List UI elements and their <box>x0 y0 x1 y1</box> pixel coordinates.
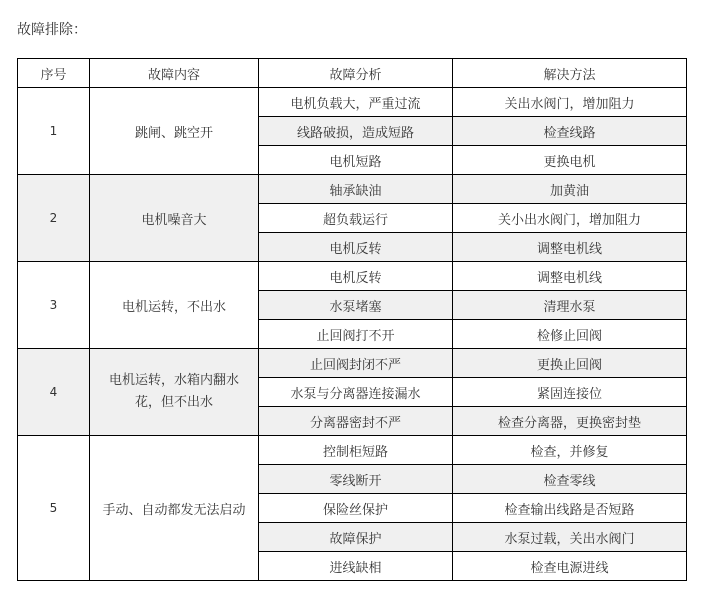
table-row <box>18 262 687 291</box>
header-analysis: 故障分析 <box>259 59 453 88</box>
seq-cell: 3 <box>18 262 90 349</box>
seq-cell: 2 <box>18 175 90 262</box>
fault-content-cell: 手动、自动都发无法启动 <box>90 436 259 581</box>
seq-cell: 1 <box>18 88 90 175</box>
solution-cell: 检修止回阀 <box>453 320 687 349</box>
seq-cell: 5 <box>18 436 90 581</box>
analysis-cell: 电机负载大，严重过流 <box>259 88 453 117</box>
fault-content-cell: 跳闸、跳空开 <box>90 88 259 175</box>
analysis-cell: 故障保护 <box>259 523 453 552</box>
table-row <box>18 88 687 117</box>
troubleshooting-table <box>17 58 687 581</box>
solution-cell: 调整电机线 <box>453 233 687 262</box>
solution-cell: 更换止回阀 <box>453 349 687 378</box>
analysis-cell: 超负载运行 <box>259 204 453 233</box>
analysis-cell: 止回阀封闭不严 <box>259 349 453 378</box>
analysis-cell: 轴承缺油 <box>259 175 453 204</box>
section-heading: 故障排除： <box>17 22 87 38</box>
analysis-cell: 保险丝保护 <box>259 494 453 523</box>
table-row <box>18 175 687 204</box>
solution-cell: 加黄油 <box>453 175 687 204</box>
solution-cell: 检查零线 <box>453 465 687 494</box>
solution-cell: 水泵过载，关出水阀门 <box>453 523 687 552</box>
fault-content-cell: 电机噪音大 <box>90 175 259 262</box>
solution-cell: 关小出水阀门，增加阻力 <box>453 204 687 233</box>
analysis-cell: 电机短路 <box>259 146 453 175</box>
analysis-cell: 进线缺相 <box>259 552 453 581</box>
analysis-cell: 水泵堵塞 <box>259 291 453 320</box>
header-content: 故障内容 <box>90 59 259 88</box>
analysis-cell: 电机反转 <box>259 262 453 291</box>
solution-cell: 检查电源进线 <box>453 552 687 581</box>
analysis-cell: 分离器密封不严 <box>259 407 453 436</box>
header-seq: 序号 <box>18 59 90 88</box>
analysis-cell: 止回阀打不开 <box>259 320 453 349</box>
solution-cell: 调整电机线 <box>453 262 687 291</box>
header-solution: 解决方法 <box>453 59 687 88</box>
solution-cell: 检查输出线路是否短路 <box>453 494 687 523</box>
table-row <box>18 436 687 465</box>
solution-cell: 更换电机 <box>453 146 687 175</box>
solution-cell: 检查，并修复 <box>453 436 687 465</box>
analysis-cell: 线路破损，造成短路 <box>259 117 453 146</box>
solution-cell: 清理水泵 <box>453 291 687 320</box>
analysis-cell: 控制柜短路 <box>259 436 453 465</box>
analysis-cell: 电机反转 <box>259 233 453 262</box>
solution-cell: 检查分离器，更换密封垫 <box>453 407 687 436</box>
analysis-cell: 零线断开 <box>259 465 453 494</box>
fault-content-cell: 电机运转，水箱内翻水花，但不出水 <box>90 349 259 436</box>
solution-cell: 关出水阀门，增加阻力 <box>453 88 687 117</box>
solution-cell: 检查线路 <box>453 117 687 146</box>
fault-content-cell: 电机运转，不出水 <box>90 262 259 349</box>
analysis-cell: 水泵与分离器连接漏水 <box>259 378 453 407</box>
table-header-row <box>18 59 687 88</box>
seq-cell: 4 <box>18 349 90 436</box>
solution-cell: 紧固连接位 <box>453 378 687 407</box>
table-row <box>18 349 687 378</box>
